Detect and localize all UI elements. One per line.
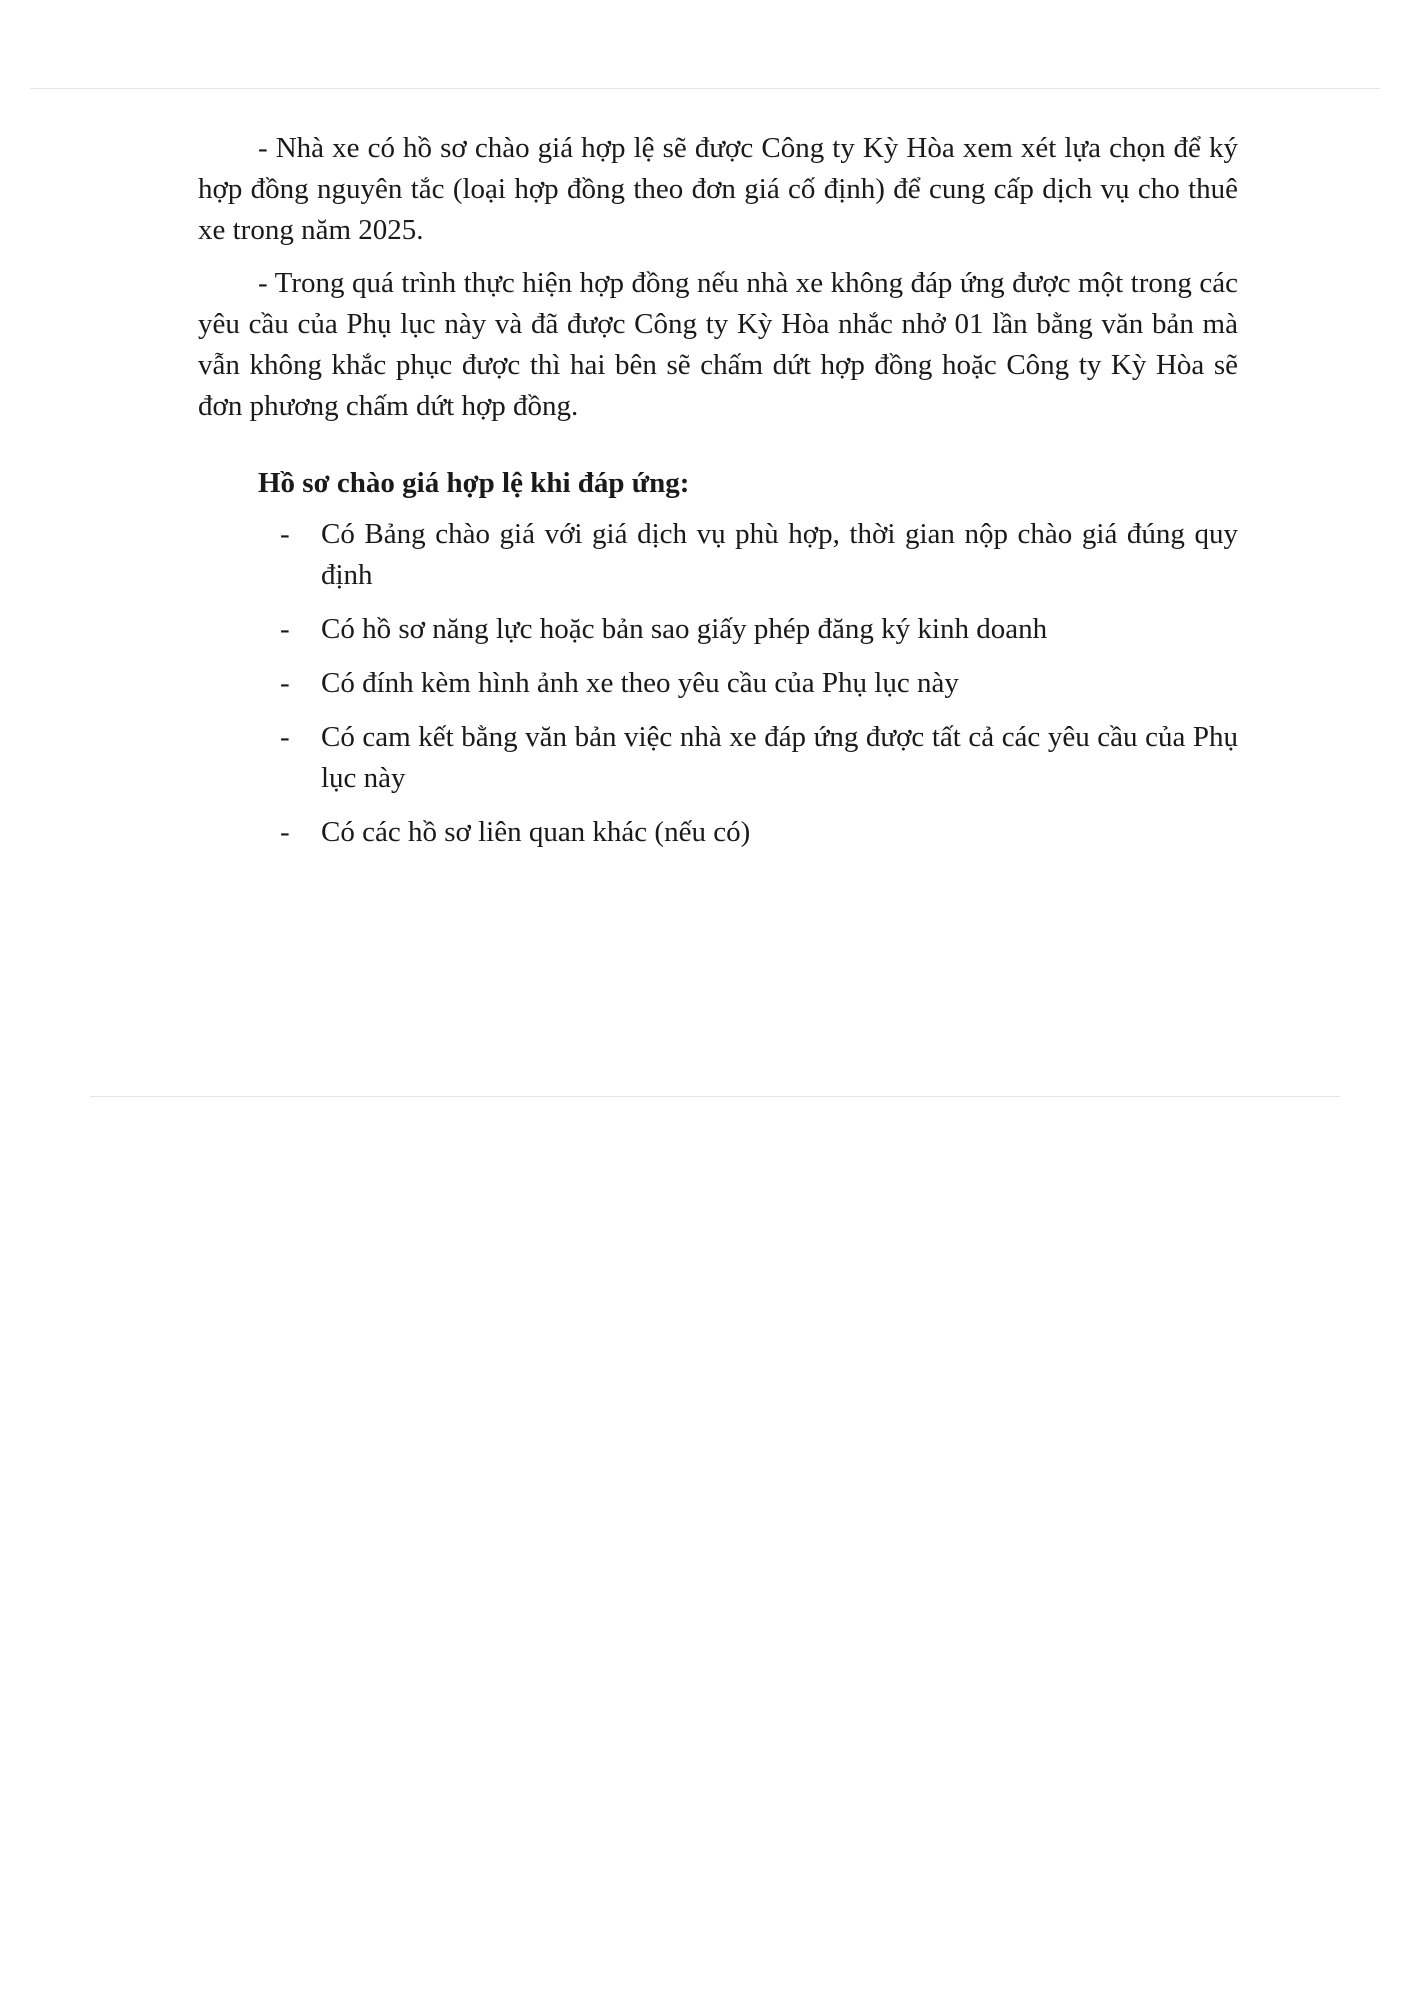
list-item [198, 717, 1238, 799]
requirement-text: Có hồ sơ năng lực hoặc bản sao giấy phép đăng ký kinh doanh [321, 613, 1048, 645]
list-item [198, 663, 1238, 704]
document-body [198, 128, 1238, 866]
dash-bullet: - [280, 667, 290, 699]
dash-bullet: - [280, 721, 290, 753]
requirement-text: Có cam kết bằng văn bản việc nhà xe đáp ứng được tất cả các yêu cầu của Phụ lục này [321, 721, 1238, 794]
scan-artifact-line [30, 88, 1380, 89]
requirements-list [198, 514, 1238, 853]
paragraph-selection: - Nhà xe có hồ sơ chào giá hợp lệ sẽ được Công ty Kỳ Hòa xem xét lựa chọn để ký hợp đồng nguyên tắc (loại hợp đồng theo đơn giá cố định) để cung cấp dịch vụ cho thuê xe trong năm 2025. [198, 132, 1238, 246]
dash-bullet: - [280, 613, 290, 645]
list-item [198, 609, 1238, 650]
list-item [198, 514, 1238, 596]
list-item [198, 812, 1238, 853]
paragraph-termination: - Trong quá trình thực hiện hợp đồng nếu nhà xe không đáp ứng được một trong các yêu cầu của Phụ lục này và đã được Công ty Kỳ Hòa nhắc nhở 01 lần bằng văn bản mà vẫn không khắc phục được thì hai bên sẽ chấm dứt hợp đồng hoặc Công ty Kỳ Hòa sẽ đơn phương chấm dứt hợp đồng. [198, 267, 1238, 422]
scan-artifact-line [90, 1096, 1340, 1097]
dash-bullet: - [280, 816, 290, 848]
requirement-text: Có Bảng chào giá với giá dịch vụ phù hợp, thời gian nộp chào giá đúng quy định [321, 518, 1238, 591]
section-heading: Hồ sơ chào giá hợp lệ khi đáp ứng: [258, 467, 690, 499]
requirement-text: Có đính kèm hình ảnh xe theo yêu cầu của Phụ lục này [321, 667, 959, 699]
dash-bullet: - [280, 518, 290, 550]
requirement-text: Có các hồ sơ liên quan khác (nếu có) [321, 816, 751, 848]
